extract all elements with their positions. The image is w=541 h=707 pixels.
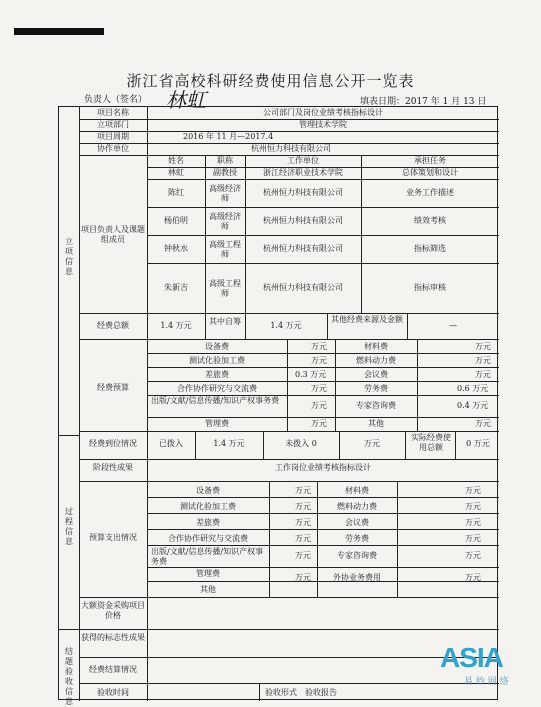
member-task: 绩效考核 (414, 216, 446, 225)
member-title: 高级经济师 (209, 184, 241, 203)
fund-label: 经费结算情况 (89, 665, 137, 674)
stage-label: 阶段性成果 (93, 463, 133, 472)
expense-value: 万元 (295, 573, 311, 582)
expense-value: 万元 (465, 551, 481, 560)
unit-value: 杭州恒力科技有限公司 (251, 144, 331, 153)
acceptance-form-value: 验收报告 (305, 688, 337, 697)
member-task: 业务工作描述 (406, 188, 454, 197)
budget-item: 其他 (368, 419, 384, 428)
member-unit: 杭州恒力科技有限公司 (263, 283, 343, 292)
received-in-label: 已拨入 (159, 439, 183, 448)
info-table (58, 106, 498, 706)
member-header-title: 职称 (217, 156, 233, 165)
watermark-logo (440, 640, 532, 688)
fill-date: 填表日期：2017 年 1 月 13 日 (360, 97, 487, 107)
budget-item: 燃料动力费 (356, 356, 396, 365)
logo-mark: ASIA (440, 642, 503, 673)
budget-item: 测试化验加工费 (189, 356, 245, 365)
member-name: 林虹 (168, 168, 184, 177)
budget-value: 万元 (311, 342, 327, 351)
budget-value: 万元 (475, 342, 491, 351)
budget-item: 设备费 (205, 342, 229, 351)
other-source-value: — (449, 321, 457, 330)
project-name: 公司部门及岗位业绩考核指标设计 (263, 108, 383, 117)
section-process: 过程信息 (65, 507, 73, 546)
expense-value: 万元 (295, 502, 311, 511)
budget-item: 专家咨询费 (356, 401, 396, 410)
expense-item: 出版/文献/信息传播/知识产权事务费 (151, 547, 264, 566)
budget-value: 万元 (311, 401, 327, 410)
budget-value: 0.6 万元 (457, 384, 489, 393)
budget-item: 劳务费 (364, 384, 388, 393)
time-label: 验收时间 (97, 688, 129, 697)
expense-value: 万元 (295, 486, 311, 495)
budget-item: 差旅费 (205, 370, 229, 379)
members-label: 项目负责人及课题组成员 (81, 225, 145, 244)
budget-item: 会议费 (364, 370, 388, 379)
budget-label: 经费预算 (97, 383, 129, 392)
member-unit: 杭州恒力科技有限公司 (263, 188, 343, 197)
member-name: 钟秋水 (164, 244, 188, 253)
member-task: 指标筛选 (414, 244, 446, 253)
period-value: 2016 年 11 月—2017.4 (183, 132, 274, 141)
member-task: 总体策划和设计 (402, 168, 458, 177)
budget-item: 管理费 (205, 419, 229, 428)
own-label: 其中自筹 (209, 317, 241, 326)
total-label: 经费总额 (97, 321, 129, 330)
handwritten-signature: 林虹 (166, 88, 206, 112)
acceptance-form-label: 验收形式 (265, 688, 297, 697)
expense-value: 万元 (295, 534, 311, 543)
page-title: 浙江省高校科研经费使用信息公开一览表 (126, 72, 415, 90)
budget-value: 万元 (475, 419, 491, 428)
expense-item: 材料费 (345, 486, 369, 495)
member-task: 指标审核 (414, 283, 446, 292)
member-title: 高级工程师 (209, 279, 241, 298)
budget-item: 材料费 (364, 342, 388, 351)
expense-item: 其他 (200, 585, 216, 594)
expense-value: 万元 (465, 502, 481, 511)
expense-value: 万元 (465, 573, 481, 582)
expense-item: 外协业务费用 (333, 573, 381, 582)
expense-item: 燃料动力费 (337, 502, 377, 511)
member-name: 杨伯明 (164, 216, 188, 225)
budget-value: 0.4 万元 (457, 401, 489, 410)
member-name: 朱新吉 (164, 283, 188, 292)
member-title: 副教授 (213, 168, 237, 177)
received-label: 经费到位情况 (89, 439, 137, 448)
unit-label: 协作单位 (97, 144, 129, 153)
expense-item: 专家咨询费 (337, 551, 377, 560)
budget-value: 万元 (475, 370, 491, 379)
member-unit: 浙江经济职业技术学院 (263, 168, 343, 177)
member-header-unit: 工作单位 (287, 156, 319, 165)
expense-value: 万元 (465, 518, 481, 527)
expense-value: 万元 (295, 551, 311, 560)
budget-value: 万元 (311, 384, 327, 393)
member-title: 高级经济师 (209, 212, 241, 231)
member-unit: 杭州恒力科技有限公司 (263, 216, 343, 225)
stage-value: 工作岗位业绩考核指标设计 (275, 463, 371, 472)
expense-item: 测试化验加工费 (180, 502, 236, 511)
expense-value: 万元 (295, 518, 311, 527)
large-procurement-label: 大额资金采购项目价格 (81, 601, 145, 620)
member-name: 陈红 (168, 188, 184, 197)
budget-item: 出版/文献/信息传播/知识产权事务费 (151, 396, 280, 405)
result-label: 获得的标志性成果 (81, 633, 145, 642)
dept-label: 立项部门 (97, 120, 129, 129)
budget-value: 0.3 万元 (295, 370, 327, 379)
member-unit: 杭州恒力科技有限公司 (263, 244, 343, 253)
expense-value: 万元 (465, 486, 481, 495)
expense-value: 万元 (465, 534, 481, 543)
total-value: 1.4 万元 (160, 321, 192, 330)
section-project: 立项信息 (65, 237, 73, 276)
budget-item: 合作协作研究与交流费 (177, 384, 257, 393)
actual-fee-label: 实际经费使用总额 (411, 433, 451, 452)
own-value: 1.4 万元 (270, 321, 302, 330)
logo-subtitle: 易 妙 网 络 (464, 677, 509, 687)
name-label: 项目名称 (97, 108, 129, 117)
member-title: 高级工程师 (209, 240, 241, 259)
received-in-value: 1.4 万元 (213, 439, 245, 448)
budget-value: 万元 (311, 356, 327, 365)
other-source-label: 其他经费来源及金额 (331, 315, 403, 324)
budget-value: 万元 (311, 419, 327, 428)
member-header-task: 承担任务 (414, 156, 446, 165)
responsible-label: 负责人（签名） (84, 95, 148, 105)
expense-item: 会议费 (345, 518, 369, 527)
section-acceptance: 结题验收信息 (65, 647, 73, 706)
top-scan-mark (14, 28, 104, 35)
dept-value: 管理技术学院 (299, 120, 347, 129)
member-header-name: 姓名 (168, 156, 184, 165)
expense-item: 设备费 (196, 486, 220, 495)
received-unin-unit: 万元 (364, 439, 380, 448)
received-unin-label: 未拨入 0 (285, 439, 317, 448)
budget-value: 万元 (475, 356, 491, 365)
expense-item: 管理费 (196, 569, 220, 578)
expense-label: 预算支出情况 (89, 533, 137, 542)
expense-item: 合作协作研究与交流费 (168, 534, 248, 543)
actual-fee-value: 0 万元 (466, 439, 490, 448)
expense-item: 劳务费 (345, 534, 369, 543)
expense-item: 差旅费 (196, 518, 220, 527)
period-label: 项目周期 (97, 132, 129, 141)
